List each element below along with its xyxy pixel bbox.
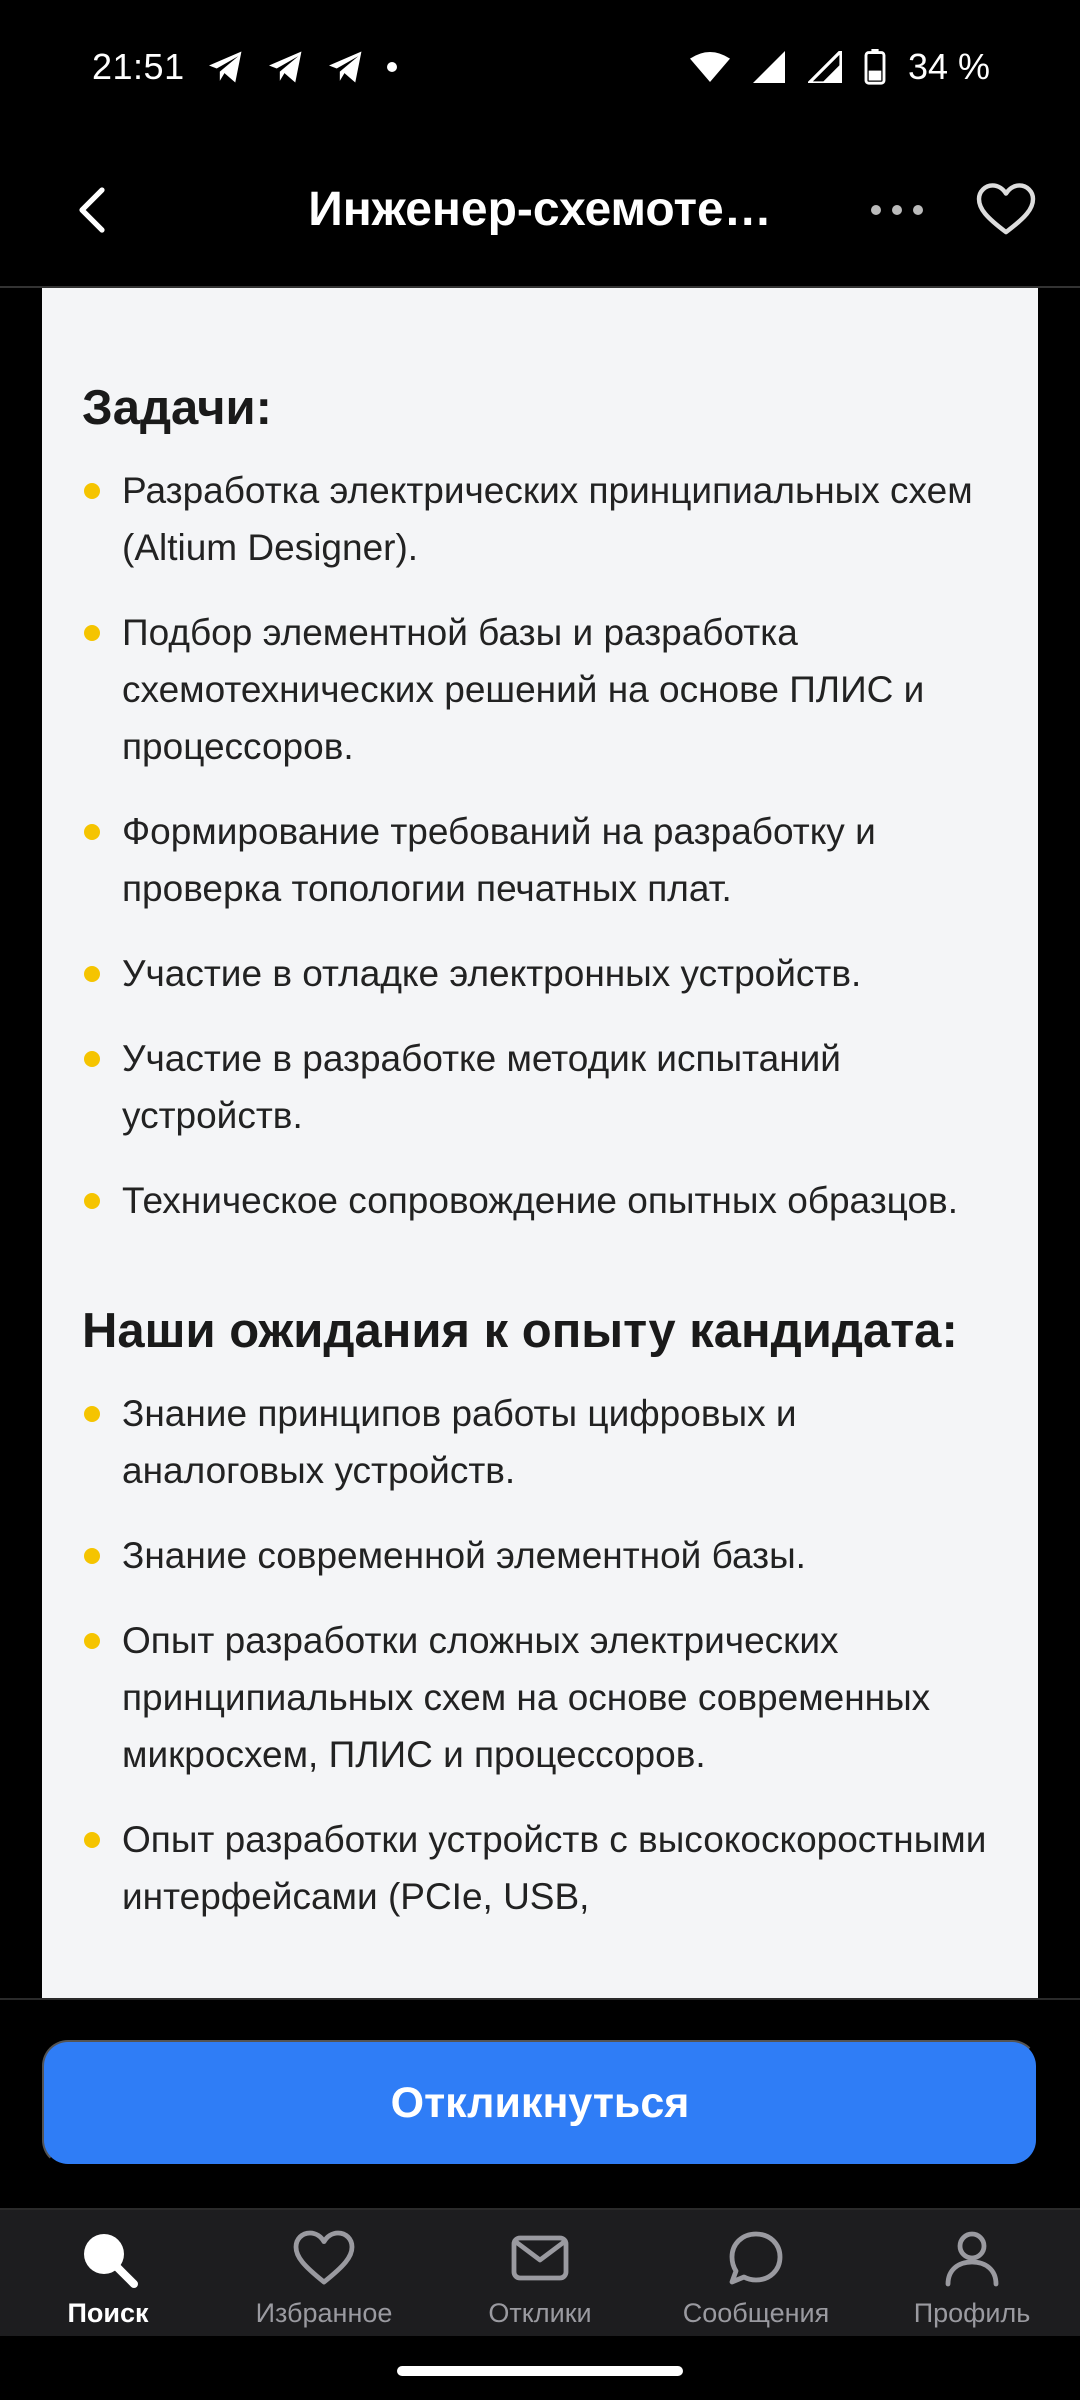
tab-label: Профиль: [913, 2298, 1031, 2328]
heart-icon: [976, 183, 1036, 237]
chevron-left-icon: [74, 186, 114, 234]
list-item: Подбор элементной базы и разработка схемотехнических решений на основе ПЛИС и процессоров.: [82, 604, 998, 775]
list-item: Формирование требований на разработку и проверка топологии печатных плат.: [82, 803, 998, 917]
list-item: Разработка электрических принципиальных схем (Altium Designer).: [82, 462, 998, 576]
tab-responses[interactable]: [432, 2210, 648, 2336]
list-item: Опыт разработки сложных электрических принципиальных схем на основе современных микросхем, ПЛИС и процессоров.: [82, 1612, 998, 1783]
list-item: Участие в разработке методик испытаний устройств.: [82, 1030, 998, 1144]
section-title-expectations: Наши ожидания к опыту кандидата:: [82, 1304, 958, 1358]
tasks-list: [82, 462, 998, 1229]
mail-icon: [508, 2226, 572, 2290]
more-horizontal-icon: [869, 203, 925, 217]
tab-search[interactable]: [0, 2210, 216, 2336]
tab-profile[interactable]: [864, 2210, 1080, 2336]
battery-icon: [864, 49, 886, 85]
more-options-button[interactable]: [855, 168, 939, 252]
favorite-button[interactable]: [964, 168, 1048, 252]
tab-messages[interactable]: [648, 2210, 864, 2336]
section-title-tasks: Задачи:: [82, 381, 272, 435]
wifi-icon: [690, 51, 730, 83]
list-item: Техническое сопровождение опытных образцов.: [82, 1172, 998, 1229]
list-item: Знание принципов работы цифровых и аналоговых устройств.: [82, 1385, 998, 1499]
bottom-tab-bar: [0, 2208, 1080, 2336]
search-icon: [76, 2226, 140, 2290]
status-time: 21:51: [92, 46, 185, 87]
tab-favorites[interactable]: [216, 2210, 432, 2336]
list-item: Опыт разработки устройств с высокоскоростными интерфейсами (PCIe, USB,: [82, 1811, 998, 1925]
list-item: Участие в отладке электронных устройств.: [82, 945, 998, 1002]
profile-icon: [940, 2226, 1004, 2290]
heart-icon: [292, 2226, 356, 2290]
status-bar: [0, 0, 1080, 134]
signal-icon: [808, 51, 842, 83]
home-indicator[interactable]: [397, 2366, 683, 2376]
chat-icon: [724, 2226, 788, 2290]
battery-percent: 34 %: [907, 46, 990, 87]
status-right: [690, 46, 990, 88]
telegram-icon: [267, 50, 305, 84]
tab-label: Сообщения: [682, 2298, 830, 2328]
telegram-icon: [207, 50, 245, 84]
status-left: [92, 46, 397, 88]
respond-button[interactable]: Откликнуться: [42, 2040, 1038, 2166]
app-header: [0, 134, 1080, 286]
notification-dot-icon: [387, 62, 397, 72]
list-item: Знание современной элементной базы.: [82, 1527, 998, 1584]
vacancy-description[interactable]: [42, 288, 1038, 1998]
tab-label: Поиск: [67, 2298, 149, 2328]
tab-label: Избранное: [255, 2298, 393, 2328]
telegram-icon: [327, 50, 365, 84]
bottom-divider: [0, 1998, 1080, 2000]
back-button[interactable]: [52, 168, 136, 252]
expectations-list: [82, 1385, 998, 1925]
tab-label: Отклики: [488, 2298, 592, 2328]
page-title: Инженер-схемоте…: [308, 183, 772, 236]
signal-icon: [752, 51, 786, 83]
section-gap: [82, 1257, 998, 1299]
